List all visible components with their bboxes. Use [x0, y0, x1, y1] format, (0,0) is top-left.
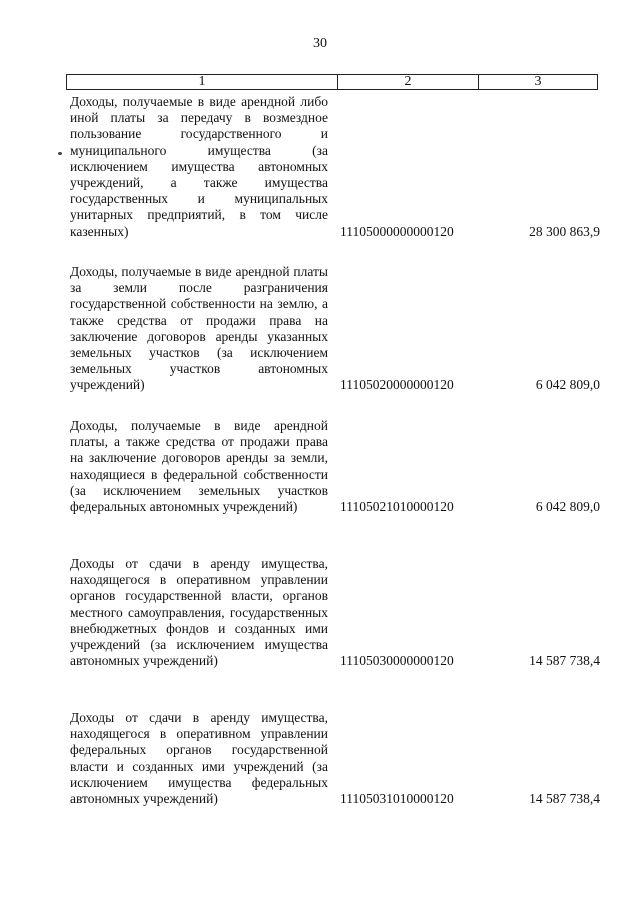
- page-number: 30: [313, 36, 327, 51]
- row-code: 11105000000000120: [340, 223, 454, 239]
- header-column-3: 3: [534, 74, 542, 89]
- table-row: [70, 94, 600, 240]
- header-column-1: 1: [67, 75, 338, 89]
- row-amount: 6 042 809,0: [535, 377, 600, 393]
- row-amount: 14 587 738,4: [529, 791, 600, 807]
- row-description: Доходы, получаемые в виде арендной либо иной платы за передачу в возмездное пользование государственного и муниципального имущества (за исключением имущества автономных учреждений, а также имущества государственных и муниципальных унитарных предприятий, в том числе казенных): [70, 94, 328, 239]
- table-row: [70, 264, 600, 394]
- row-amount: 6 042 809,0: [535, 499, 600, 515]
- table-row: [70, 556, 600, 669]
- header-column-2: 2: [338, 75, 479, 89]
- row-code: 11105030000000120: [340, 653, 454, 669]
- table-row: [70, 418, 600, 515]
- row-description: Доходы от сдачи в аренду имущества, находящегося в оперативном управлении органов государственной власти, органов местного самоуправления, государственных внебюджетных фондов и созданных ими учреждений (за исключением имущества автономных учреждений): [70, 556, 328, 669]
- row-amount: 28 300 863,9: [529, 223, 600, 239]
- row-description: Доходы от сдачи в аренду имущества, находящегося в оперативном управлении федеральных органов государственной власти и созданных ими учреждений (за исключением имущества федеральных автономных учреждений): [70, 710, 328, 807]
- row-code: 11105031010000120: [340, 791, 454, 807]
- row-description: Доходы, получаемые в виде арендной платы за земли после разграничения государственной собственности на землю, а также средства от продажи права на заключение договоров аренды указанных земельных участков (за исключением земельных участков автономных учреждений): [70, 264, 328, 393]
- row-amount: 14 587 738,4: [529, 653, 600, 669]
- table-row: [70, 710, 600, 807]
- row-description: Доходы, получаемые в виде арендной платы, а также средства от продажи права на заключение договоров аренды за земли, находящиеся в федеральной собственности (за исключением земельных участков федеральных автономных учреждений): [70, 418, 328, 515]
- row-code: 11105021010000120: [340, 499, 454, 515]
- scan-artifact: [58, 152, 62, 155]
- row-code: 11105020000000120: [340, 377, 454, 393]
- table-header: [66, 74, 598, 90]
